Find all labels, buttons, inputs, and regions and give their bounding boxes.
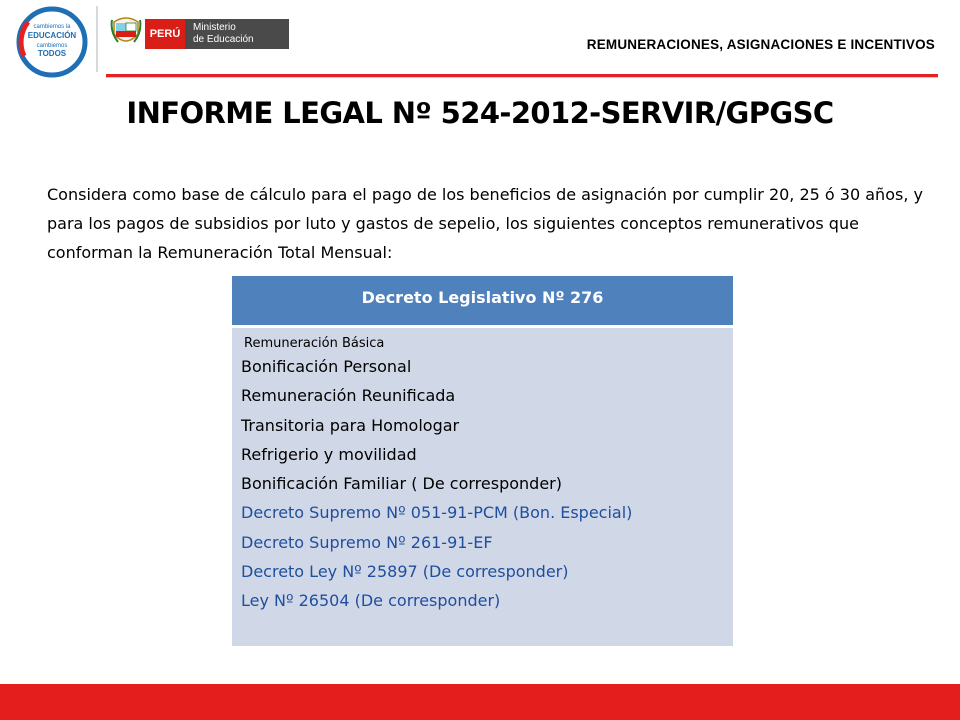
concept-item: Decreto Ley Nº 25897 (De corresponder): [241, 562, 569, 582]
concept-item: Bonificación Personal: [241, 357, 412, 376]
concept-item: Remuneración Reunificada: [241, 386, 456, 406]
ministry-label: [185, 19, 289, 49]
concept-item: Decreto Supremo Nº 051-91-PCM (Bon. Especial): [241, 503, 633, 523]
concept-item: Remuneración Básica: [244, 336, 385, 351]
concept-item: Refrigerio y movilidad: [241, 444, 417, 464]
campaign-logo-line-1: cambiemos la: [33, 24, 71, 30]
concept-list: [241, 334, 731, 616]
header-topic: REMUNERACIONES, ASIGNACIONES E INCENTIVOS: [586, 37, 935, 52]
concepts-table: [232, 276, 733, 646]
concept-item: Decreto Supremo Nº 261-91-EF: [241, 532, 493, 552]
footer-bar: [0, 684, 960, 720]
concept-item: Bonificación Familiar ( De corresponder): [241, 474, 562, 494]
campaign-logo: [16, 6, 88, 78]
table-header: Decreto Legislativo Nº 276: [232, 276, 733, 325]
concept-item: Ley Nº 26504 (De corresponder): [241, 591, 501, 611]
intro-paragraph: Considera como base de cálculo para el pago de los beneficios de asignación por cumplir 20, 25 ó 30 años, y para los pagos de subsidios por luto y gastos de sepelio, los siguientes conceptos remunerativos que conforman la Remuneración Total Mensual:: [47, 185, 923, 262]
peru-label: PERÚ: [145, 19, 185, 49]
peru-crest-icon: [110, 14, 142, 50]
header-rule: [106, 74, 938, 77]
campaign-logo-line-4: TODOS: [37, 49, 67, 58]
ministry-line-2: de Educación: [193, 34, 254, 45]
concept-item: Transitoria para Homologar: [241, 415, 460, 435]
page-title: INFORME LEGAL Nº 524-2012-SERVIR/GPGSC: [126, 96, 834, 130]
campaign-logo-line-3: cambiemos: [36, 43, 68, 49]
header-divider: [96, 6, 98, 72]
ministry-line-1: Ministerio: [193, 22, 236, 33]
table-body: [232, 328, 733, 646]
campaign-logo-line-2: EDUCACIÓN: [27, 31, 77, 40]
